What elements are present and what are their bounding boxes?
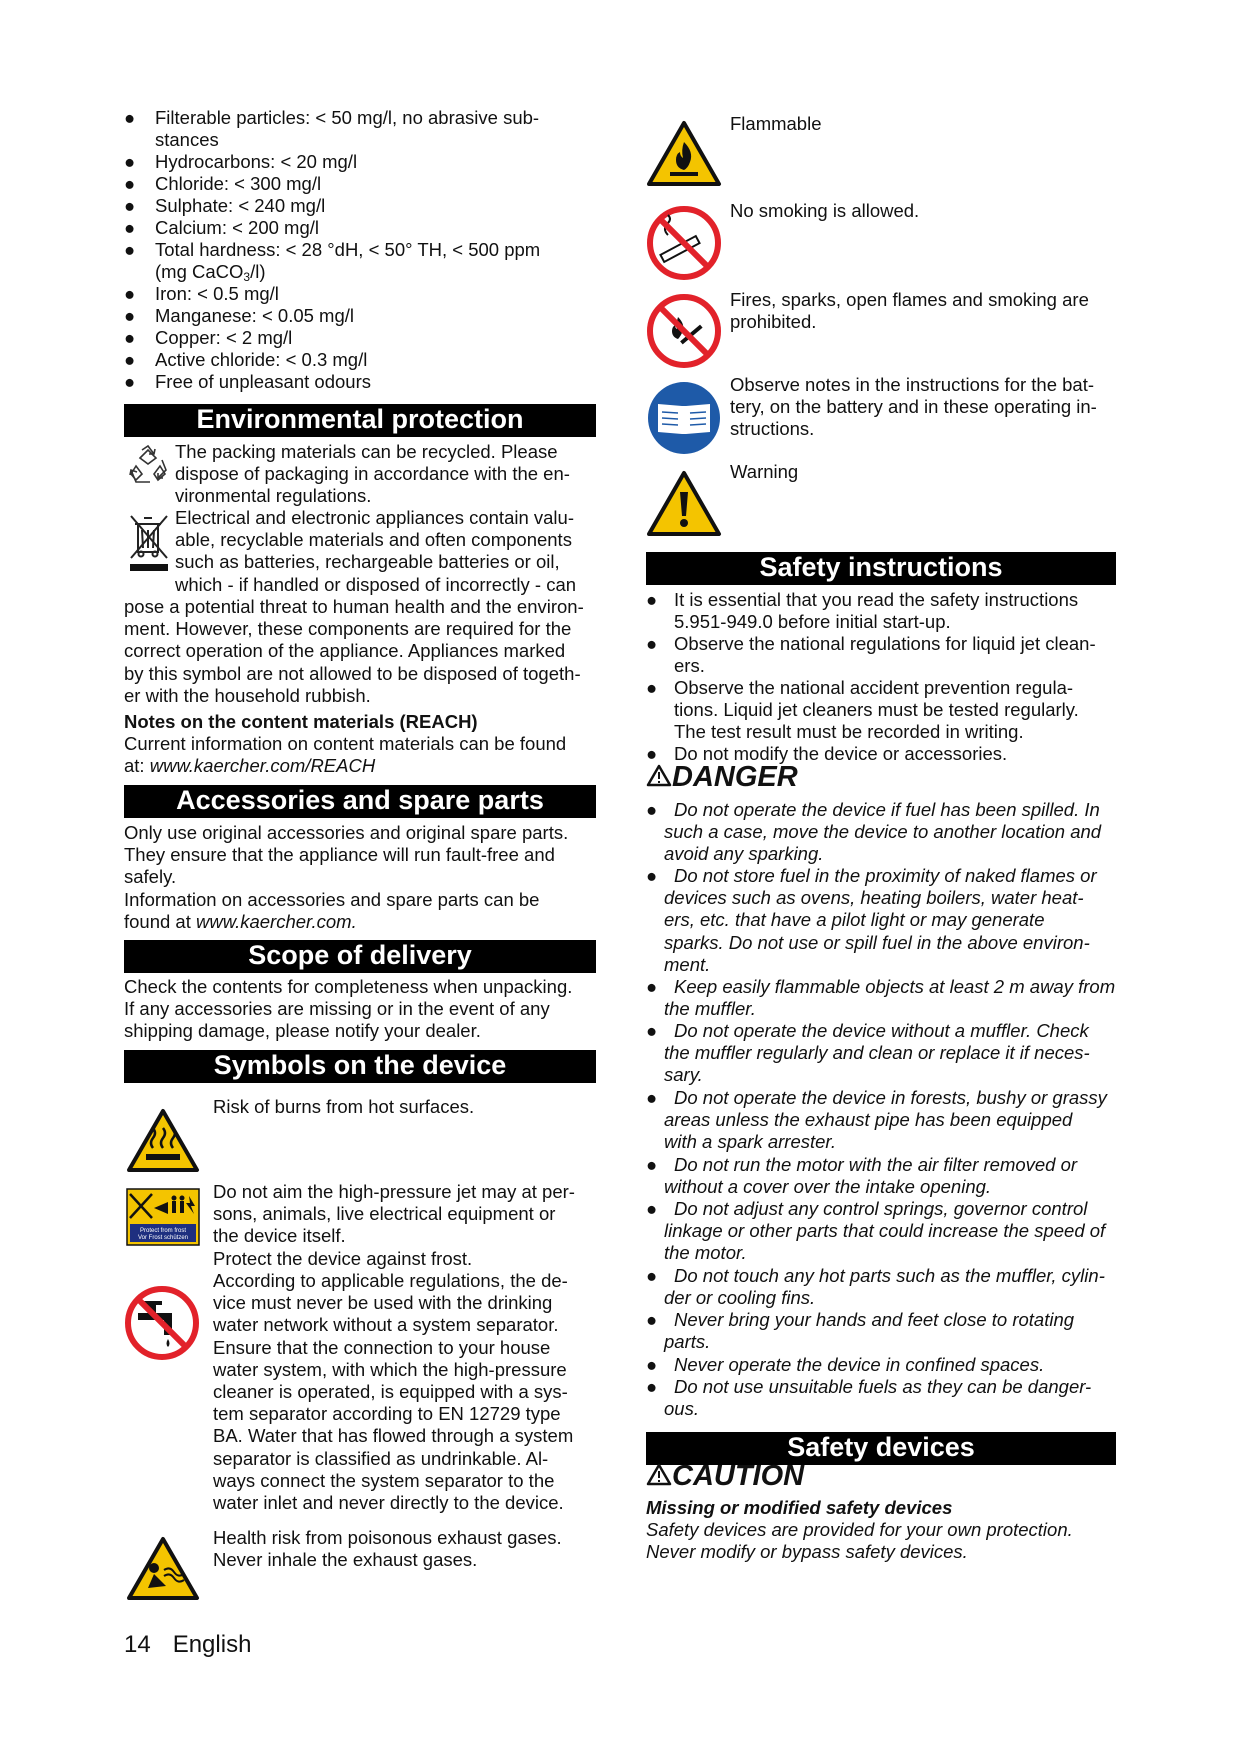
caution-triangle-icon [646, 1463, 672, 1486]
section-header-environmental-protection: Environmental protection [124, 404, 596, 437]
caution-label: CAUTION [646, 1461, 804, 1491]
jet-text: Do not aim the high-pressure jet may at per- sons, animals, live electrical equipment or the device itself. Protect the device against frost. [213, 1181, 575, 1269]
section-header-safety-devices: Safety devices [646, 1432, 1116, 1465]
section-header-symbols: Symbols on the device [124, 1050, 596, 1083]
section-header-scope-of-delivery: Scope of delivery [124, 940, 596, 973]
no-drinking-water-icon [124, 1285, 200, 1361]
reach-url: www.kaercher.com/REACH [149, 755, 376, 777]
no-open-flames-icon [646, 293, 722, 369]
manual-text: Observe notes in the instructions for the bat- tery, on the battery and in these operating in- structions. [730, 374, 1097, 440]
no-smoking-icon [646, 205, 722, 281]
flammable-warning-icon [646, 120, 722, 188]
footer-language: English [172, 1631, 252, 1658]
danger-label: DANGER [646, 762, 798, 792]
weee-text: Electrical and electronic appliances contain valu- able, recyclable materials and often components such as batteries, rechargeable batteries or oil, which - if handled or disposed of incorrectly - can [175, 507, 577, 595]
page-number: 14 [124, 1631, 151, 1658]
page-footer [124, 1631, 251, 1659]
no-fire-text: Fires, sparks, open flames and smoking are prohibited. [730, 289, 1089, 333]
section-header-accessories: Accessories and spare parts [124, 785, 596, 818]
exhaust-gas-warning-icon [126, 1536, 200, 1602]
accessories-url: www.kaercher.com. [196, 910, 357, 932]
warning-text: Warning [730, 461, 799, 482]
read-manual-icon [646, 380, 722, 456]
burn-text: Risk of burns from hot surfaces. [213, 1096, 475, 1117]
section-header-safety-instructions: Safety instructions [646, 552, 1116, 585]
drinking-water-text: According to applicable regulations, the de- vice must never be used with the drinking water network without a system separator. Ensure that the connection to your house water system, with which the high-pressure cleaner is operated, is equipped with a sys- tem separator according to EN 12729 type BA. Water that has flowed through a system separator is classified as undrinkable. Al- ways connect the system separator to the water inlet and never directly to the device. [213, 1270, 574, 1514]
reach-text: Current information on content materials can be found at: www.kaercher.com/REACH [124, 733, 567, 777]
exhaust-text: Health risk from poisonous exhaust gases. Never inhale the exhaust gases. [213, 1527, 562, 1571]
safety-devices-text: Safety devices are provided for your own protection. Never modify or bypass safety devices. [646, 1519, 1073, 1563]
reach-heading: Notes on the content materials (REACH) [124, 711, 478, 732]
weee-text-continued: pose a potential threat to human health and the environ- ment. However, these components are required for the correct operation of the appliance. Appliances marked by this symbol are not allowed to be disposed of togeth- er with the household rubbish. [124, 596, 584, 706]
hot-surface-warning-icon [126, 1108, 200, 1174]
safety-devices-subheading: Missing or modified safety devices [646, 1497, 953, 1518]
flammable-text: Flammable [730, 113, 822, 134]
no-jet-frost-icon [126, 1188, 200, 1246]
danger-triangle-icon [646, 764, 672, 787]
recycling-text: The packing materials can be recycled. Please dispose of packaging in accordance with the en- vironmental regulations. [175, 441, 570, 507]
recycle-icon [128, 444, 168, 486]
accessories-text: Only use original accessories and original spare parts. They ensure that the appliance will run fault-free and safely. Information on accessories and spare parts can be found at www.kaercher.com. [124, 822, 569, 932]
frost-label-de: Vor Frost schützen [137, 1235, 189, 1241]
warning-icon [646, 470, 722, 538]
crossed-out-bin-icon [127, 512, 171, 574]
scope-text: Check the contents for completeness when unpacking. If any accessories are missing or in the event of any shipping damage, please notify your dealer. [124, 976, 573, 1042]
no-smoking-text: No smoking is allowed. [730, 200, 920, 221]
frost-label-en: Protect from frost [139, 1228, 187, 1234]
